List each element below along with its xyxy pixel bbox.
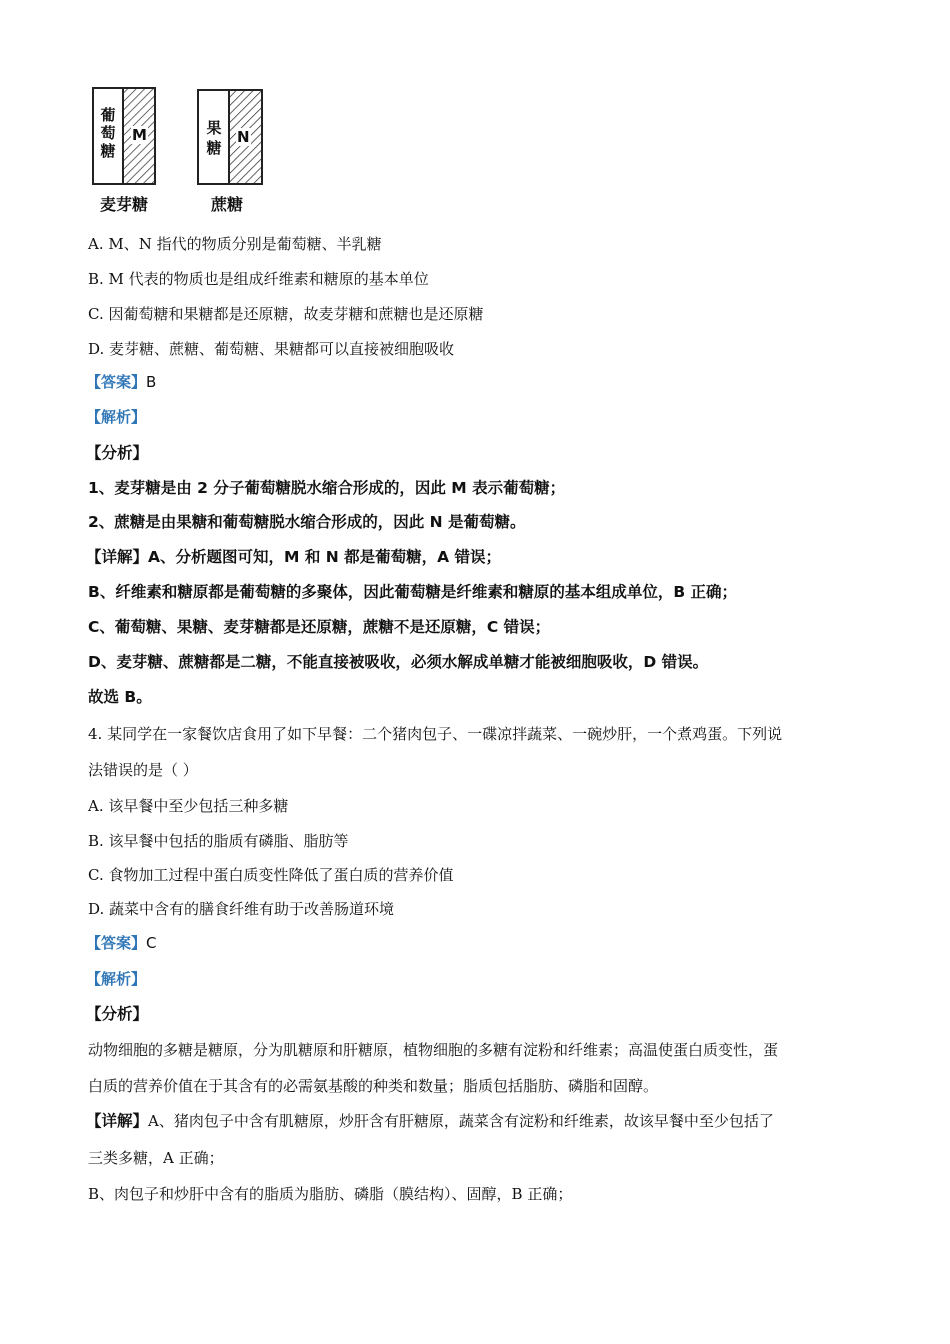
q3-fenxi-2: 2、蔗糖是由果糖和葡萄糖脱水缩合形成的，因此 N 是葡萄糖。 <box>88 513 526 531</box>
q4-detail-2: B、肉包子和炒肝中含有的脂质为脂肪、磷脂（膜结构）、固醇，B 正确； <box>88 1185 573 1203</box>
q3-detail-2: B、纤维素和糖原都是葡萄糖的多聚体，因此葡萄糖是纤维素和糖原的基本组成单位，B 正确； <box>88 583 738 601</box>
q3-option-c: C. 因葡萄糖和果糖都是还原糖，故麦芽糖和蔗糖也是还原糖 <box>88 305 484 323</box>
q3-answer <box>86 372 156 392</box>
answer-value: B <box>146 373 157 391</box>
answer-tag: 【答案】 <box>86 373 147 391</box>
q3-option-a: A. M、N 指代的物质分别是葡萄糖、半乳糖 <box>88 235 382 253</box>
q3-option-b: B. M 代表的物质也是组成纤维素和糖原的基本单位 <box>88 270 429 288</box>
fenxi-tag: 【分析】 <box>86 444 149 462</box>
glucose-char: 葡 <box>100 106 116 124</box>
q4-detail-1b: 三类多糖，A 正确； <box>88 1149 224 1167</box>
analysis-tag: 【解析】 <box>86 970 147 988</box>
q3-conclusion: 故选 B。 <box>88 688 152 706</box>
analysis-tag: 【解析】 <box>86 408 147 426</box>
q4-option-d: D. 蔬菜中含有的膳食纤维有助于改善肠道环境 <box>88 900 395 918</box>
maltose-label: 麦芽糖 <box>100 195 149 214</box>
detail-text: A、猪肉包子中含有肌糖原，炒肝含有肝糖原，蔬菜含有淀粉和纤维素，故该早餐中至少包括了 <box>148 1112 774 1130</box>
m-label: M <box>132 126 147 144</box>
answer-tag: 【答案】 <box>86 934 147 952</box>
q4-option-b: B. 该早餐中包括的脂质有磷脂、脂肪等 <box>88 832 349 850</box>
q3-option-d: D. 麦芽糖、蔗糖、葡萄糖、果糖都可以直接被细胞吸收 <box>88 340 455 358</box>
glucose-char: 萄 <box>100 124 116 142</box>
q4-option-c: C. 食物加工过程中蛋白质变性降低了蛋白质的营养价值 <box>88 866 454 884</box>
fructose-char: 果 <box>206 119 222 137</box>
q4-fenxi-2: 白质的营养价值在于其含有的必需氨基酸的种类和数量；脂质包括脂肪、磷脂和固醇。 <box>88 1077 659 1095</box>
q4-answer <box>86 933 157 953</box>
glucose-char: 糖 <box>100 142 116 160</box>
q4-option-a: A. 该早餐中至少包括三种多糖 <box>88 797 289 815</box>
detail-tag: 【详解】 <box>86 1112 149 1130</box>
fenxi-tag: 【分析】 <box>86 1005 149 1023</box>
q3-detail-4: D、麦芽糖、蔗糖都是二糖，不能直接被吸收，必须水解成单糖才能被细胞吸收，D 错误。 <box>88 653 709 671</box>
q4-fenxi-1: 动物细胞的多糖是糖原，分为肌糖原和肝糖原，植物细胞的多糖有淀粉和纤维素；高温使蛋白质变性，蛋 <box>88 1041 779 1059</box>
answer-value: C <box>146 934 157 952</box>
fructose-char: 糖 <box>206 139 222 157</box>
q3-fenxi-1: 1、麦芽糖是由 2 分子葡萄糖脱水缩合形成的，因此 M 表示葡萄糖； <box>88 479 566 497</box>
q4-stem-line-2: 法错误的是（ ） <box>88 761 198 779</box>
q4-detail-1 <box>86 1111 774 1131</box>
q4-stem-line-1: 4. 某同学在一家餐饮店食用了如下早餐：二个猪肉包子、一碟凉拌蔬菜、一碗炒肝，一个煮鸡蛋。下列说 <box>88 725 783 743</box>
q3-detail-1: 【详解】A、分析题图可知，M 和 N 都是葡萄糖，A 错误； <box>86 548 501 566</box>
q3-detail-3: C、葡萄糖、果糖、麦芽糖都是还原糖，蔗糖不是还原糖，C 错误； <box>88 618 551 636</box>
sucrose-label: 蔗糖 <box>211 195 244 214</box>
n-label: N <box>237 128 250 146</box>
